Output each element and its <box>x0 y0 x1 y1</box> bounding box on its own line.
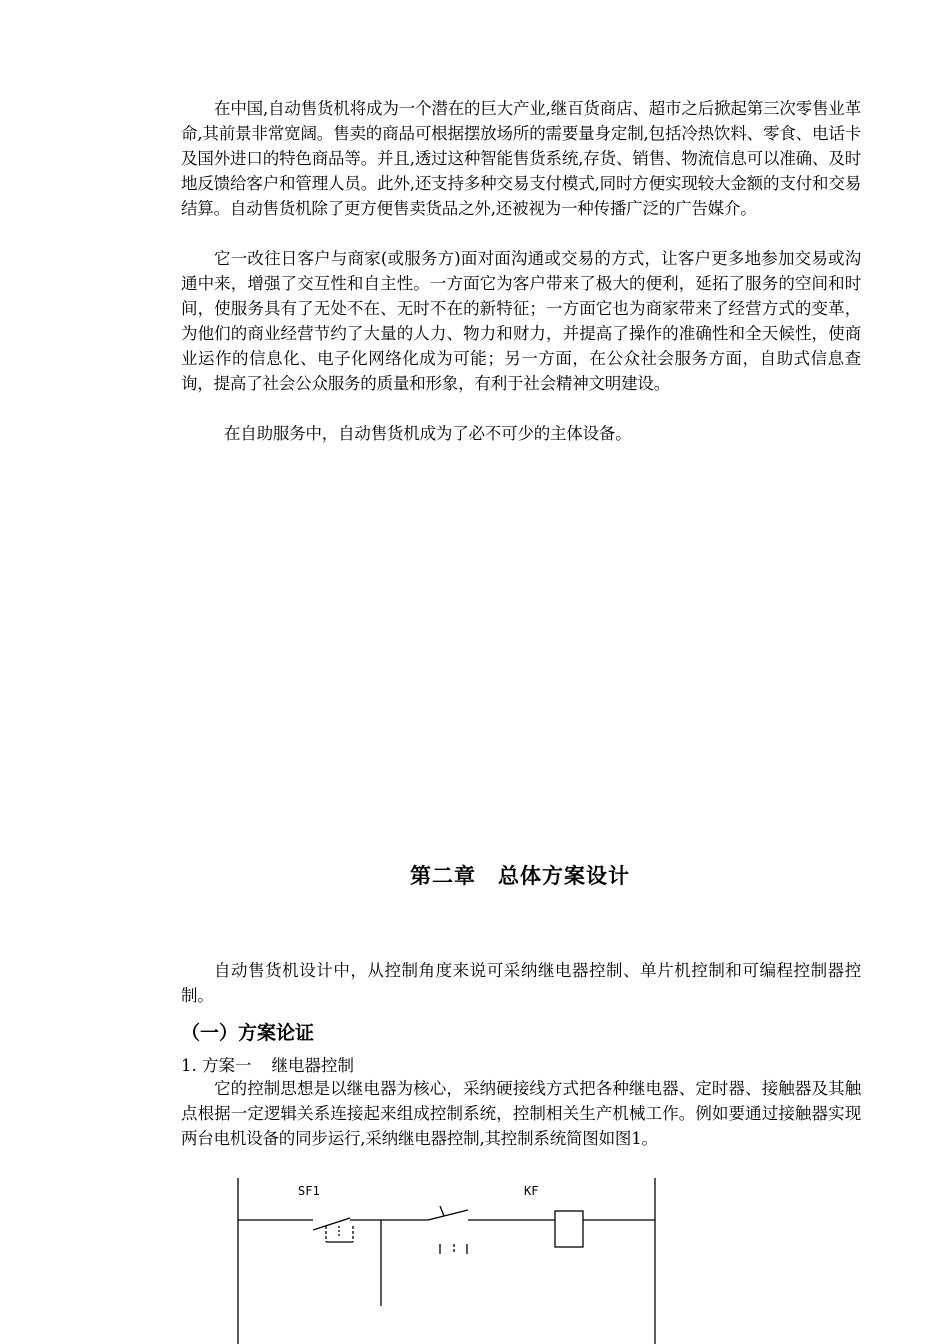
chapter-title: 第二章 总体方案设计 <box>410 864 630 888</box>
label-sf1: SF1 <box>298 1184 320 1198</box>
kf-coil <box>555 1211 583 1247</box>
contact-blade <box>428 1210 468 1220</box>
item-number: 1. 方案一 <box>181 1056 252 1075</box>
relay-circuit-diagram <box>0 1178 950 1344</box>
list-item-scheme-1 <box>181 1053 354 1078</box>
paragraph-3: 在自助服务中，自动售货机成为了必不可少的主体设备。 <box>224 424 632 443</box>
paragraph-1: 在中国,自动售货机将成为一个潜在的巨大产业,继百货商店、超市之后掀起第三次零售业革命,其前景非常宽阔。售卖的商品可根据摆放场所的需要量身定制,包括冷热饮料、零食、电话卡及国外进口的特色商品等。并且,透过这种智能售货系统,存货、销售、物流信息可以准确、及时地反馈给客户和管理人员。此外,还支持多种交易支付模式,同时方便实现较大金额的支付和交易结算。自动售货机除了更方便售卖货品之外,还被视为一种传播广泛的广告媒介。 <box>181 99 861 218</box>
contact-tick <box>440 1206 444 1216</box>
label-kf: KF <box>524 1184 539 1198</box>
chapter-intro: 自动售货机设计中，从控制角度来说可采纳继电器控制、单片机控制和可编程控制器控制。 <box>181 961 861 1005</box>
item-title: 继电器控制 <box>271 1056 354 1075</box>
section-heading: （一）方案论证 <box>181 1022 315 1044</box>
sf1-contact-blade <box>313 1218 350 1230</box>
paragraph-2: 它一改往日客户与商家(或服务方)面对面沟通或交易的方式，让客户更多地参加交易或沟通中来，增强了交互性和自主性。一方面它为客户带来了极大的便利，延拓了服务的空间和时间，使服务具有了无处不在、无时不在的新特征；一方面它也为商家带来了经营方式的变革，为他们的商业经营节约了大量的人力、物力和财力，并提高了操作的准确性和全天候性，使商业运作的信息化、电子化网络化成为可能；另一方面，在公众社会服务方面，自助式信息查询，提高了社会公众服务的质量和形象，有利于社会精神文明建设。 <box>181 249 861 393</box>
paragraph-scheme-1: 它的控制思想是以继电器为核心，采纳硬接线方式把各种继电器、定时器、接触器及其触点根据一定逻辑关系连接起来组成控制系统，控制相关生产机械工作。例如要通过接触器实现两台电机设备的同步运行,采纳继电器控制,其控制系统简图如图1。 <box>181 1079 861 1148</box>
